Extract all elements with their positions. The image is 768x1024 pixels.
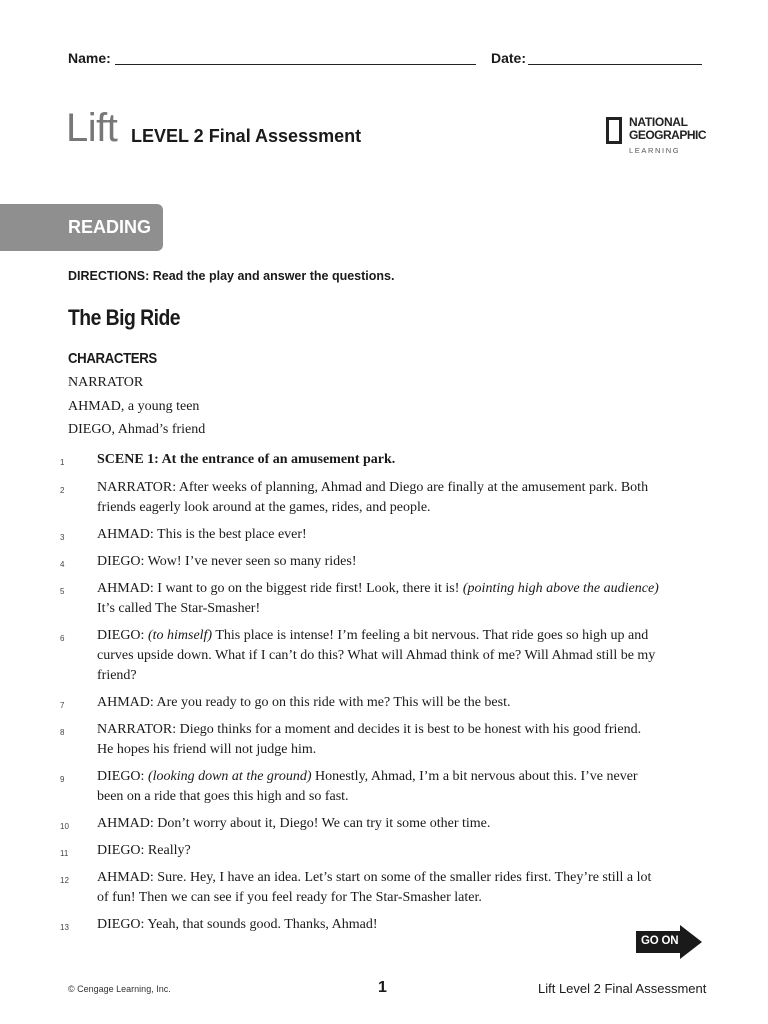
logo-line-1: NATIONAL: [629, 115, 688, 129]
line-number: 3: [60, 533, 65, 542]
directions-text: DIRECTIONS: Read the play and answer the questions.: [68, 269, 395, 283]
logo-line-2: GEOGRAPHIC: [629, 128, 707, 142]
play-line: [60, 478, 660, 518]
stage-direction: (pointing high above the audience): [462, 581, 659, 596]
line-text-part: Honestly, Ahmad, I’m a bit nervous about this. I’ve never been on a ride that goes this high and so fast.: [97, 769, 638, 804]
play-line: [60, 720, 660, 760]
line-number: 4: [60, 560, 65, 569]
line-number: 1: [60, 458, 65, 467]
line-text: AHMAD: Don’t worry about it, Diego! We can try it some other time.: [97, 816, 491, 831]
line-number: 6: [60, 634, 65, 643]
play-line: [60, 814, 660, 834]
line-text: [97, 767, 660, 807]
line-text: NARRATOR: Diego thinks for a moment and decides it is best to be honest with his good friend. He hopes his friend will not judge him.: [97, 722, 642, 757]
play-line: [60, 626, 660, 686]
footer-doc-title: Lift Level 2 Final Assessment: [538, 981, 707, 996]
stage-direction: (looking down at the ground): [147, 769, 312, 784]
national-geographic-logo: [606, 116, 716, 156]
go-on-label: GO ON: [641, 935, 679, 947]
line-text-part: DIEGO:: [97, 628, 148, 643]
line-text: NARRATOR: After weeks of planning, Ahmad and Diego are finally at the amusement park. Both friends eagerly look around at the games, rides, and people.: [97, 480, 649, 515]
go-on-button[interactable]: [636, 925, 702, 959]
play-line: [60, 450, 660, 470]
line-text: [97, 626, 660, 686]
line-text: AHMAD: Are you ready to go on this ride with me? This will be the best.: [97, 695, 511, 710]
play-line: [60, 579, 660, 619]
line-number: 13: [60, 923, 69, 932]
line-number: 10: [60, 822, 69, 831]
character-item: AHMAD, a young teen: [68, 399, 200, 414]
play-lines: [60, 450, 660, 935]
play-line: [60, 525, 660, 545]
yellow-border-icon: [606, 117, 622, 144]
stage-direction: (to himself): [147, 628, 213, 643]
assessment-title: LEVEL 2 Final Assessment: [131, 126, 362, 146]
line-number: 7: [60, 701, 65, 710]
line-text-part: This place is intense! I’m feeling a bit nervous. That ride goes so high up and curves upside down. What if I can’t do this? What will Ahmad think of me? Will Ahmad still be my friend?: [97, 628, 656, 683]
line-number: 9: [60, 775, 65, 784]
line-text: DIEGO: Really?: [97, 843, 191, 858]
line-text-part: It’s called The Star-Smasher!: [97, 601, 261, 616]
play-line: [60, 841, 660, 861]
line-text: DIEGO: Wow! I’ve never seen so many rides!: [97, 554, 357, 569]
copyright-text: © Cengage Learning, Inc.: [68, 984, 171, 994]
line-number: 2: [60, 486, 65, 495]
line-text-part: AHMAD: I want to go on the biggest ride first! Look, there it is!: [97, 581, 463, 596]
line-number: 11: [60, 849, 69, 858]
lift-brand-logo: Lift: [66, 106, 118, 150]
date-field-line[interactable]: [528, 64, 702, 65]
line-text: DIEGO: Yeah, that sounds good. Thanks, Ahmad!: [97, 917, 378, 932]
line-text: AHMAD: This is the best place ever!: [97, 527, 307, 542]
logo-line-3: LEARNING: [629, 146, 681, 155]
line-text: AHMAD: Sure. Hey, I have an idea. Let’s start on some of the smaller rides first. They’re still a lot of fun! Then we can see if you feel ready for The Star-Smasher later.: [97, 870, 652, 905]
characters-heading: CHARACTERS: [68, 350, 157, 367]
play-line: [60, 693, 660, 713]
section-banner-label: READING: [68, 217, 152, 237]
line-number: 12: [60, 876, 69, 885]
line-number: 8: [60, 728, 65, 737]
play-line: [60, 868, 660, 908]
name-label: Name:: [68, 50, 111, 66]
name-field-line[interactable]: [115, 64, 476, 65]
play-line: [60, 915, 660, 935]
line-number: 5: [60, 587, 65, 596]
play-line: [60, 767, 660, 807]
line-text-part: DIEGO:: [97, 769, 148, 784]
character-item: DIEGO, Ahmad’s friend: [68, 422, 206, 437]
play-line: [60, 552, 660, 572]
line-text: [97, 579, 660, 619]
character-item: NARRATOR: [68, 375, 144, 390]
page-number: 1: [378, 979, 387, 996]
date-label: Date:: [491, 50, 527, 66]
play-title: The Big Ride: [68, 305, 180, 330]
line-text: SCENE 1: At the entrance of an amusement park.: [97, 452, 396, 467]
